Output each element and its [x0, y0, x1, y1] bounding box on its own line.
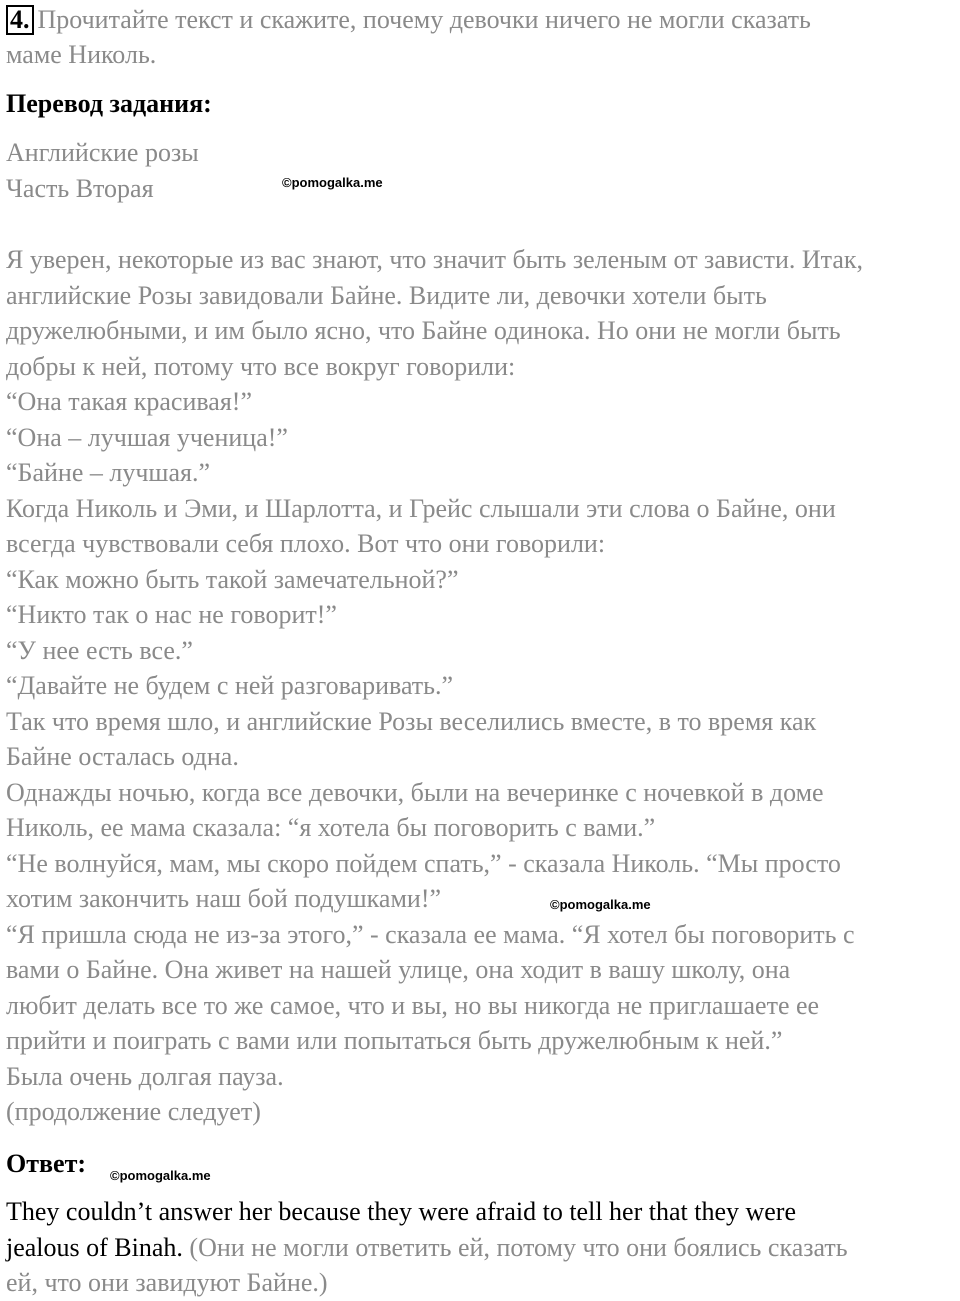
watermark: ©pomogalka.me	[550, 897, 651, 912]
body-line: добры к ней, потому что все вокруг говорили:	[6, 351, 516, 381]
answer-english-line-1: They couldn’t answer her because they were afraid to tell her that they were	[6, 1197, 797, 1226]
body-line: всегда чувствовали себя плохо. Вот что они говорили:	[6, 529, 606, 558]
body-line: Была очень долгая пауза.	[6, 1061, 284, 1091]
body-line: Байне осталась одна.	[6, 742, 239, 771]
body-line: “Она – лучшая ученица!”	[6, 422, 288, 452]
body-line: “Никто так о нас не говорит!”	[6, 600, 337, 629]
body-line: Так что время шло, и английские Розы веселились вместе, в то время как	[6, 706, 817, 736]
watermark: ©pomogalka.me	[282, 175, 383, 190]
body-line: хотим закончить наш бой подушками!”	[6, 884, 442, 913]
body-line: “Как можно быть такой замечательной?”	[6, 564, 459, 594]
body-line: Однажды ночью, когда все девочки, были на вечеринке с ночевкой в доме	[6, 777, 824, 807]
body-line: “Она такая красивая!”	[6, 387, 252, 416]
task-block	[6, 2, 811, 72]
body-line: английские Розы завидовали Байне. Видите ли, девочки хотели быть	[6, 280, 767, 310]
answer-heading: Ответ:	[6, 1149, 87, 1178]
body-line: “Я пришла сюда не из-за этого,” - сказала ее мама. “Я хотел бы поговорить с	[6, 919, 855, 949]
body-line: “Байне – лучшая.”	[6, 458, 210, 487]
answer-russian-line-1: (Они не могли ответить ей, потому что они боялись сказать	[182, 1232, 848, 1262]
body-line: Когда Николь и Эми, и Шарлотта, и Грейс слышали эти слова о Байне, они	[6, 493, 836, 523]
story-body	[6, 242, 863, 1130]
body-line: Николь, ее мама сказала: “я хотела бы поговорить с вами.”	[6, 813, 656, 842]
body-line: вами о Байне. Она живет на нашей улице, она ходит в вашу школу, она	[6, 955, 791, 984]
translation-heading: Перевод задания:	[6, 89, 212, 118]
watermark: ©pomogalka.me	[110, 1168, 211, 1183]
body-line: прийти и поиграть с вами или попытаться быть дружелюбным к ней.”	[6, 1026, 783, 1055]
answer-block	[6, 1194, 848, 1301]
body-line: “У нее есть все.”	[6, 635, 193, 665]
body-line: “Не волнуйся, мам, мы скоро пойдем спать,” - сказала Николь. “Мы просто	[6, 848, 841, 878]
body-line: любит делать все то же самое, что и вы, но вы никогда не приглашаете ее	[6, 990, 820, 1020]
answer-english-line-2: jealous of Binah.	[6, 1232, 183, 1262]
answer-russian-line-2: ей, что они завидуют Байне.)	[6, 1268, 328, 1297]
story-part-line: Часть Вторая	[6, 173, 154, 203]
body-line: Я уверен, некоторые из вас знают, что значит быть зеленым от зависти. Итак,	[6, 245, 863, 274]
task-text-line-2: маме Николь.	[6, 40, 157, 69]
story-title	[6, 135, 199, 206]
story-title-line: Английские розы	[6, 138, 199, 167]
body-line: (продолжение следует)	[6, 1097, 261, 1126]
task-number: 4.	[6, 5, 34, 35]
body-line: “Давайте не будем с ней разговаривать.”	[6, 671, 454, 700]
task-text-line-1: Прочитайте текст и скажите, почему девочки ничего не могли сказать	[37, 5, 811, 34]
body-line: дружелюбными, и им было ясно, что Байне одинока. Но они не могли быть	[6, 316, 841, 345]
